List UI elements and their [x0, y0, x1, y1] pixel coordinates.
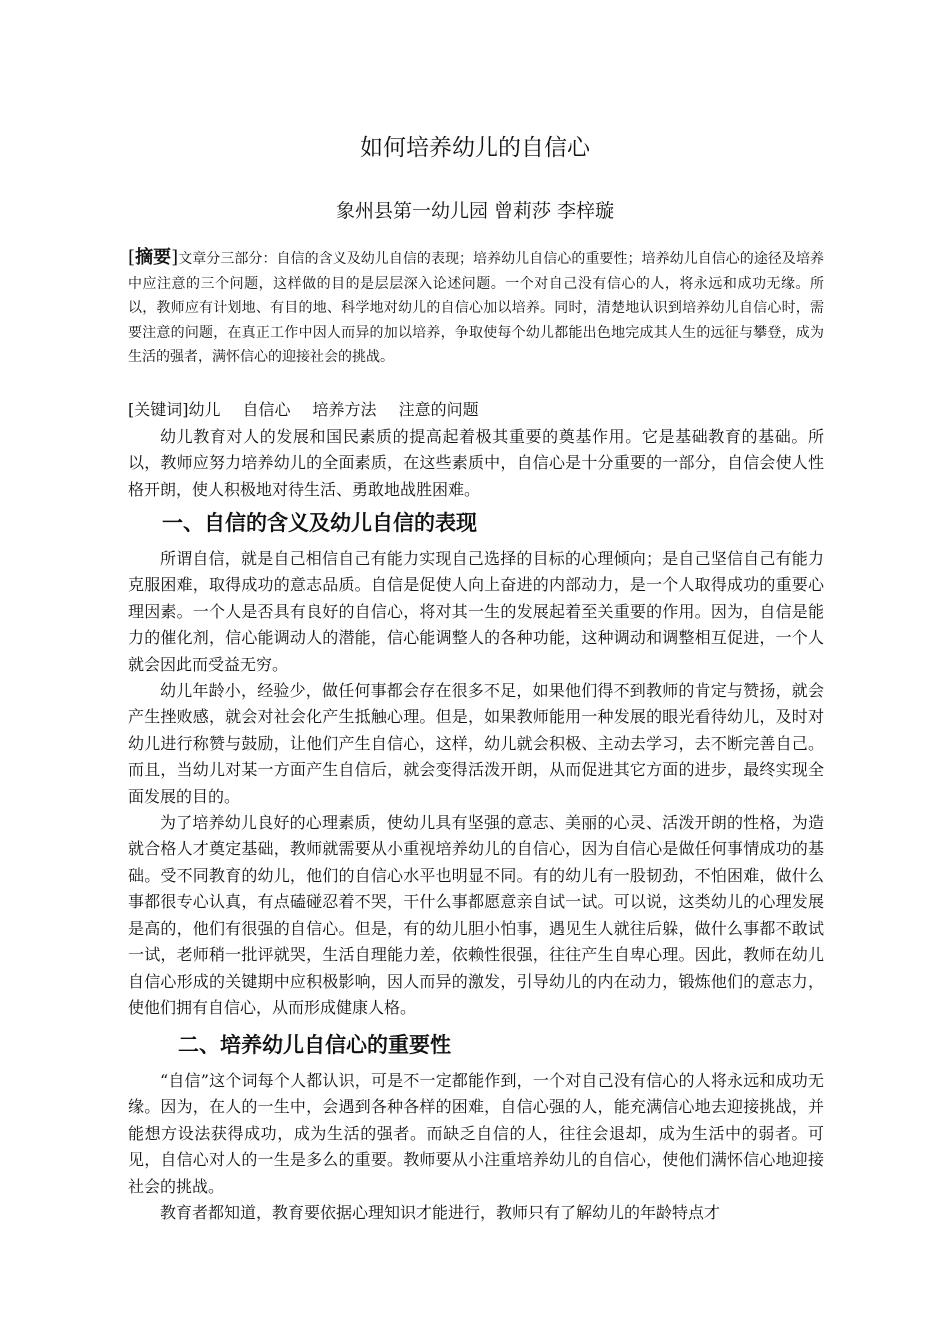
author-line: 象州县第一幼儿园 曾莉莎 李梓璇 — [335, 200, 615, 222]
paragraph: “自信”这个词每个人都认识，可是不一定都能作到，一个对自己没有信心的人将永远和成功无缘。因为，在人的一生中，会遇到各种各样的困难，自信心强的人，能充满信心地去迎接挑战，并能想方设法获得成功，成为生活的强者。而缺乏自信的人，往往会退却，成为生活中的弱者。可见，自信心对人的一生是多么的重要。教师要从小注重培养幼儿的自信心，使他们满怀信心地迎接社会的挑战。 — [128, 1071, 824, 1196]
intro-block — [128, 424, 824, 503]
section-2-body — [128, 1068, 824, 1226]
keywords-tag: [关键词] — [128, 400, 189, 419]
section-heading-2: 二、培养幼儿自信心的重要性 — [178, 1033, 451, 1057]
keyword-item: 注意的问题 — [398, 400, 479, 419]
paragraph: 幼儿年龄小，经验少，做任何事都会存在很多不足，如果他们得不到教师的肯定与赞扬，就会产生挫败感，就会对社会化产生抵触心理。但是，如果教师能用一种发展的眼光看待幼儿，及时对幼儿进行称赞与鼓励，让他们产生自信心，这样，幼儿就会积极、主动去学习，去不断完善自己。而且，当幼儿对某一方面产生自信后，就会变得活泼开朗，从而促进其它方面的进步，最终实现全面发展的目的。 — [128, 681, 824, 806]
keyword-item: 培养方法 — [312, 400, 377, 419]
abstract-tag: [摘要] — [128, 247, 179, 268]
section-1-body — [128, 546, 824, 1021]
paragraph: 为了培养幼儿良好的心理素质，使幼儿具有坚强的意志、美丽的心灵、活泼开朗的性格，为造就合格人才奠定基础，教师就需要从小重视培养幼儿的自信心，因为自信心是做任何事情成功的基础。受不同教育的幼儿，他们的自信心水平也明显不同。有的幼儿有一股韧劲，不怕困难，做什么事都很专心认真，有点磕碰忍着不哭，干什么事都愿意亲自试一试。可以说，这类幼儿的心理发展是高的，他们有很强的自信心。但是，有的幼儿胆小怕事，遇见生人就往后躲，做什么事都不敢试一试，老师稍一批评就哭，生活自理能力差，依赖性很强，往往产生自卑心理。因此，教师在幼儿自信心形成的关键期中应积极影响，因人而异的激发，引导幼儿的内在动力，锻炼他们的意志力，使他们拥有自信心，从而形成健康人格。 — [128, 813, 824, 1017]
keywords-line — [128, 398, 824, 422]
abstract-text: 文章分三部分：自信的含义及幼儿自信的表现；培养幼儿自信心的重要性；培养幼儿自信心的途径及培养中应注意的三个问题，这样做的目的是层层深入论述问题。一个对自己没有信心的人，将永远和成功无缘。所以，教师应有计划地、有目的地、科学地对幼儿的自信心加以培养。同时，清楚地认识到培养幼儿自信心时，需要注意的问题，在真正工作中因人而异的加以培养，争取使每个幼儿都能出色地完成其人生的远征与攀登，成为生活的强者，满怀信心的迎接社会的挑战。 — [128, 251, 825, 365]
intro-paragraph: 幼儿教育对人的发展和国民素质的提高起着极其重要的奠基作用。它是基础教育的基础。所以，教师应努力培养幼儿的全面素质，在这些素质中，自信心是十分重要的一部分，自信会使人性格开朗，使人积极地对待生活、勇敢地战胜困难。 — [128, 427, 824, 499]
section-heading-1: 一、自信的含义及幼儿自信的表现 — [162, 511, 477, 535]
abstract-block — [128, 246, 824, 370]
keyword-item: 自信心 — [242, 400, 291, 419]
keyword-item: 幼儿 — [188, 400, 221, 419]
document-title: 如何培养幼儿的自信心 — [360, 135, 590, 161]
paragraph: 所谓自信，就是自己相信自己有能力实现自己选择的目标的心理倾向；是自己坚信自己有能力克服困难，取得成功的意志品质。自信是促使人向上奋进的内部动力，是一个人取得成功的重要心理因素。一个人是否具有良好的自信心，将对其一生的发展起着至关重要的作用。因为，自信是能力的催化剂，信心能调动人的潜能，信心能调整人的各种功能，这种调动和调整相互促进，一个人就会因此而受益无穷。 — [128, 549, 824, 674]
paragraph: 教育者都知道，教育要依据心理知识才能进行，教师只有了解幼儿的年龄特点才 — [160, 1203, 721, 1223]
